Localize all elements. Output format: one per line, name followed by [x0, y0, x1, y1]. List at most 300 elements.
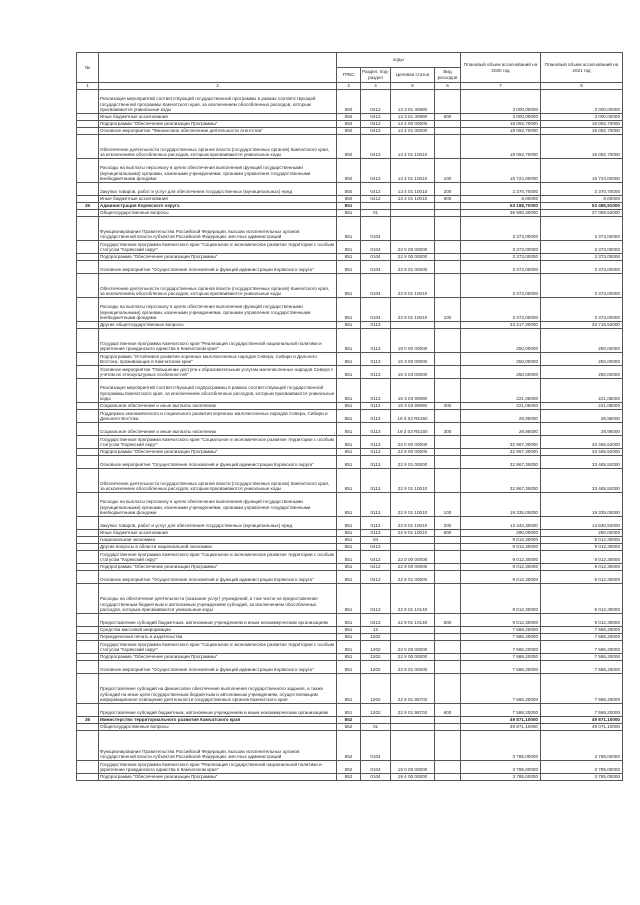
row-vid: 300	[435, 423, 461, 436]
table-row	[77, 674, 623, 704]
row-description: Подпрограмма "Обеспечение реализации Программы"	[99, 564, 337, 571]
row-target: 22 9 01 10140	[391, 614, 435, 627]
row-amount-2021: 3 785,00000	[541, 761, 623, 774]
row-grbs: 851	[337, 274, 361, 298]
table-row	[77, 614, 623, 627]
row-description: Другие общегосударственные вопросы	[99, 322, 337, 329]
row-target: 13 4 01 00000	[391, 128, 435, 135]
row-description: Обеспечение деятельности государственных органов власти (государственных органов) Камчатского края, за исключением обособленных расходов, которым присваиваются уникальные коды	[99, 469, 337, 493]
row-target: 22 0 00 00000	[391, 551, 435, 564]
table-row	[77, 329, 623, 353]
row-razdel: 0104	[361, 241, 391, 254]
row-amount-2021: 9 012,30000	[541, 537, 623, 544]
row-razdel: 0412	[361, 584, 391, 614]
row-razdel: 1202	[361, 654, 391, 661]
row-grbs: 851	[337, 403, 361, 410]
row-razdel: 0113	[361, 423, 391, 436]
row-vid	[435, 674, 461, 704]
row-grbs: 851	[337, 449, 361, 456]
row-number	[77, 403, 99, 410]
header-row	[77, 53, 623, 68]
row-amount-2021: 33 465,52000	[541, 469, 623, 493]
table-row	[77, 241, 623, 254]
row-grbs: 852	[337, 731, 361, 761]
row-target: 22 9 01 00000	[391, 456, 435, 469]
row-target: 22 9 00 00000	[391, 654, 435, 661]
row-target	[391, 203, 435, 210]
budget-table	[76, 52, 623, 781]
row-amount-2021: 3 373,00000	[541, 241, 623, 254]
row-grbs: 851	[337, 564, 361, 571]
row-amount-2020: 32 967,30000	[461, 436, 541, 449]
row-amount-2020: 19 335,00000	[461, 493, 541, 517]
row-amount-2021: 53 486,91000	[541, 203, 623, 210]
table-row	[77, 641, 623, 654]
row-vid	[435, 274, 461, 298]
row-target: 13 4 00 00000	[391, 121, 435, 128]
row-amount-2021: 3 373,00000	[541, 274, 623, 298]
row-target	[391, 544, 435, 551]
row-razdel: 0104	[361, 298, 391, 322]
row-description: Основное мероприятие "Финансовое обеспечение деятельности Агентства"	[99, 128, 337, 135]
row-amount-2020: 3 373,00000	[461, 261, 541, 274]
row-amount-2021: 33 465,52000	[541, 449, 623, 456]
table-row	[77, 210, 623, 217]
header-index: 4	[361, 83, 391, 90]
row-razdel: 0412	[361, 564, 391, 571]
row-amount-2020: 7 586,20000	[461, 704, 541, 717]
row-razdel: 12	[361, 627, 391, 634]
table-row	[77, 761, 623, 774]
row-amount-2020: 18 092,70000	[461, 121, 541, 128]
row-vid: 800	[435, 530, 461, 537]
row-amount-2021: 9 012,30000	[541, 544, 623, 551]
row-target	[391, 627, 435, 634]
row-amount-2021: 250,00000	[541, 329, 623, 353]
row-description: Государственная программа Камчатского края "Реализация государственной национальной политики и укрепление гражданского единства в Камчатском крае"	[99, 329, 337, 353]
row-target: 19 3 03 00000	[391, 366, 435, 379]
row-number	[77, 423, 99, 436]
table-body	[77, 90, 623, 781]
row-razdel: 0412	[361, 196, 391, 203]
row-number	[77, 329, 99, 353]
row-grbs: 852	[337, 761, 361, 774]
row-number	[77, 517, 99, 530]
row-amount-2020: 7 586,20000	[461, 654, 541, 661]
row-target: 22 0 00 00000	[391, 641, 435, 654]
row-vid	[435, 353, 461, 366]
row-description: Функционирование Правительства Российской Федерации, высших исполнительных органов государственной власти субъектов Российской Федерации, местных администраций	[99, 731, 337, 761]
header-no: №	[77, 53, 99, 83]
row-number	[77, 274, 99, 298]
row-number: 36	[77, 717, 99, 724]
row-target	[391, 717, 435, 724]
row-vid	[435, 661, 461, 674]
row-description: Функционирование Правительства Российской Федерации, высших исполнительных органов государственной власти субъектов Российской Федерации, местных администраций	[99, 217, 337, 241]
table-row	[77, 403, 623, 410]
row-description: Обеспечение деятельности государственных органов власти (государственных органов) Камчатского края, за исключением обособленных расходов, которым присваиваются уникальные коды	[99, 135, 337, 159]
row-amount-2021: 28,95000	[541, 423, 623, 436]
row-razdel: 0104	[361, 261, 391, 274]
row-description: Основное мероприятие "Осуществление полномочий и функций администрации Корякского округа"	[99, 261, 337, 274]
row-number	[77, 183, 99, 196]
table-row	[77, 634, 623, 641]
row-razdel: 0412	[361, 183, 391, 196]
row-vid	[435, 90, 461, 114]
header-plan-2020: Плановый объем ассигнований на 2020 год	[461, 53, 541, 83]
row-grbs: 851	[337, 627, 361, 634]
row-amount-2020: 250,00000	[461, 353, 541, 366]
row-number	[77, 90, 99, 114]
row-description: Средства массовой информации	[99, 627, 337, 634]
row-amount-2020: 3 373,00000	[461, 298, 541, 322]
row-amount-2021: 7 586,20000	[541, 634, 623, 641]
row-amount-2020: 8,00000	[461, 196, 541, 203]
row-razdel: 0113	[361, 436, 391, 449]
row-razdel: 0113	[361, 469, 391, 493]
row-amount-2021: 3 000,00000	[541, 114, 623, 121]
row-number: 35	[77, 203, 99, 210]
row-vid: 200	[435, 517, 461, 530]
row-amount-2021: 9 012,30000	[541, 614, 623, 627]
row-amount-2021: 7 586,20000	[541, 704, 623, 717]
header-codes: коды	[337, 53, 461, 68]
row-grbs: 851	[337, 634, 361, 641]
header-razdel: Раздел, под-раздел	[361, 68, 391, 83]
row-description: Подпрограмма "Обеспечение реализации Программы"	[99, 121, 337, 128]
row-vid	[435, 121, 461, 128]
row-number	[77, 544, 99, 551]
row-razdel: 0113	[361, 353, 391, 366]
row-vid: 800	[435, 196, 461, 203]
row-amount-2020: 9 012,30000	[461, 571, 541, 584]
table-row	[77, 90, 623, 114]
table-row	[77, 379, 623, 403]
row-description: Иные бюджетные ассигнования	[99, 114, 337, 121]
row-amount-2021: 221,05000	[541, 379, 623, 403]
row-target: 22 0 00 00000	[391, 436, 435, 449]
row-grbs: 851	[337, 584, 361, 614]
row-amount-2021: 33 715,52000	[541, 322, 623, 329]
row-amount-2021: 49 071,10000	[541, 724, 623, 731]
row-description: Расходы на выплаты персоналу в целях обеспечения выполнения функций государственными (муниципальными) органами, казенными учреждениями, органами управления государственными внебюджетными фондами	[99, 159, 337, 183]
row-description: Общегосударственные вопросы	[99, 210, 337, 217]
row-number	[77, 366, 99, 379]
row-amount-2020: 9 012,30000	[461, 544, 541, 551]
header-index: 1	[77, 83, 99, 90]
row-grbs: 851	[337, 210, 361, 217]
row-vid	[435, 410, 461, 423]
row-target: 22 0 00 00000	[391, 241, 435, 254]
row-amount-2020: 9 012,30000	[461, 564, 541, 571]
row-vid	[435, 449, 461, 456]
row-grbs: 851	[337, 493, 361, 517]
row-grbs: 850	[337, 90, 361, 114]
row-amount-2020: 221,05000	[461, 379, 541, 403]
row-description: Основное мероприятие "Осуществление полномочий и функций администрации Корякского округа"	[99, 456, 337, 469]
header-index: 2	[99, 83, 337, 90]
row-amount-2020: 18 092,70000	[461, 135, 541, 159]
row-grbs: 851	[337, 329, 361, 353]
row-number	[77, 634, 99, 641]
row-grbs: 851	[337, 217, 361, 241]
row-amount-2021: 7 586,20000	[541, 627, 623, 634]
row-number	[77, 196, 99, 203]
row-vid	[435, 203, 461, 210]
row-grbs: 851	[337, 537, 361, 544]
row-description: Общегосударственные вопросы	[99, 724, 337, 731]
row-amount-2020: 28,95000	[461, 423, 541, 436]
row-number	[77, 254, 99, 261]
row-amount-2021: 3 373,00000	[541, 261, 623, 274]
row-number	[77, 537, 99, 544]
table-row	[77, 121, 623, 128]
row-amount-2020: 36 590,30000	[461, 210, 541, 217]
row-amount-2020: 3 373,00000	[461, 274, 541, 298]
row-razdel: 0113	[361, 322, 391, 329]
row-grbs: 851	[337, 410, 361, 423]
row-amount-2021: 8,00000	[541, 196, 623, 203]
row-target: 22 9 01 00000	[391, 661, 435, 674]
row-description: Иные бюджетные ассигнования	[99, 530, 337, 537]
row-razdel: 0113	[361, 410, 391, 423]
row-amount-2020: 3 000,00000	[461, 90, 541, 114]
row-target: 22 9 01 10010	[391, 493, 435, 517]
row-target	[391, 634, 435, 641]
row-grbs: 851	[337, 654, 361, 661]
table-row	[77, 217, 623, 241]
row-razdel: 01	[361, 210, 391, 217]
row-amount-2020: 7 586,20000	[461, 641, 541, 654]
row-vid: 300	[435, 403, 461, 410]
row-amount-2021: 19 335,00000	[541, 493, 623, 517]
row-number	[77, 551, 99, 564]
table-row	[77, 469, 623, 493]
row-razdel: 0113	[361, 493, 391, 517]
row-amount-2020: 7 586,20000	[461, 627, 541, 634]
row-amount-2021: 3 000,00000	[541, 90, 623, 114]
row-grbs: 850	[337, 196, 361, 203]
row-number	[77, 614, 99, 627]
row-target: 22 9 01 10140	[391, 584, 435, 614]
row-amount-2020: 290,00000	[461, 530, 541, 537]
header-index-row	[77, 83, 623, 90]
row-vid	[435, 436, 461, 449]
row-razdel	[361, 203, 391, 210]
table-row	[77, 717, 623, 724]
row-number	[77, 114, 99, 121]
row-razdel: 0113	[361, 366, 391, 379]
row-amount-2020: 32 967,30000	[461, 456, 541, 469]
row-grbs: 850	[337, 121, 361, 128]
row-description: Расходы на обеспечение деятельности (оказание услуг) учреждений, в том числе на предоставление государственным бюджетным и автономным учреждениям субсидий, за исключением обособленных расходов, которым присваиваются уникальные коды	[99, 584, 337, 614]
table-row	[77, 159, 623, 183]
table-row	[77, 551, 623, 564]
row-description: Реализация мероприятий соответствующей государственной программы в рамках соответствующей государственной программы Камчатского края, за исключением обособленных расходов, которым присваиваются уникальные коды	[99, 90, 337, 114]
table-row	[77, 196, 623, 203]
row-description: Социальное обеспечение и иные выплаты населению	[99, 423, 337, 436]
row-vid	[435, 634, 461, 641]
table-row	[77, 704, 623, 717]
row-number	[77, 128, 99, 135]
row-vid	[435, 544, 461, 551]
table-row	[77, 135, 623, 159]
header-index: 7	[461, 83, 541, 90]
row-description: Предоставление субсидий бюджетным, автономным учреждениям и иным некоммерческим организациям	[99, 704, 337, 717]
row-vid	[435, 627, 461, 634]
row-grbs: 851	[337, 614, 361, 627]
row-description: Подпрограмма "Устойчивое развитие коренных малочисленных народов Севера, Сибири и Дальнего Востока, проживающих в Камчатском крае"	[99, 353, 337, 366]
row-razdel: 1202	[361, 704, 391, 717]
row-vid	[435, 537, 461, 544]
row-number	[77, 436, 99, 449]
row-grbs: 850	[337, 159, 361, 183]
row-amount-2021: 15 724,00000	[541, 159, 623, 183]
row-amount-2021: 3 785,00000	[541, 774, 623, 781]
table-row	[77, 774, 623, 781]
row-razdel: 0412	[361, 121, 391, 128]
row-razdel: 0104	[361, 761, 391, 774]
row-target: 19 3 03 R5150	[391, 423, 435, 436]
row-number	[77, 456, 99, 469]
row-number	[77, 241, 99, 254]
row-razdel: 0412	[361, 90, 391, 114]
row-razdel: 0104	[361, 274, 391, 298]
row-amount-2021: 3 373,00000	[541, 217, 623, 241]
row-grbs: 852	[337, 774, 361, 781]
row-vid	[435, 456, 461, 469]
row-amount-2021: 7 586,20000	[541, 654, 623, 661]
row-vid: 800	[435, 114, 461, 121]
row-vid	[435, 135, 461, 159]
row-amount-2021: 3 785,00000	[541, 731, 623, 761]
row-number	[77, 731, 99, 761]
row-amount-2021: 250,00000	[541, 366, 623, 379]
table-row	[77, 436, 623, 449]
row-amount-2020: 33 217,30000	[461, 322, 541, 329]
row-vid	[435, 329, 461, 353]
row-target: 22 9 01 00000	[391, 571, 435, 584]
row-description: Основное мероприятие "Повышение доступа к образовательным услугам малочисленных народов Севера с учетом их этнокультурных особенностей"	[99, 366, 337, 379]
row-grbs: 851	[337, 530, 361, 537]
row-amount-2021: 9 012,30000	[541, 564, 623, 571]
row-vid	[435, 210, 461, 217]
table-row	[77, 724, 623, 731]
row-target: 19 3 03 99990	[391, 379, 435, 403]
row-description: Закупка товаров, работ и услуг для обеспечения государственных (муниципальных) нужд	[99, 183, 337, 196]
row-vid: 600	[435, 704, 461, 717]
row-razdel: 0412	[361, 135, 391, 159]
row-vid: 100	[435, 493, 461, 517]
row-amount-2021: 250,00000	[541, 353, 623, 366]
row-description: Подпрограмма "Обеспечение реализации Программы"	[99, 254, 337, 261]
row-amount-2020: 3 373,00000	[461, 217, 541, 241]
header-target: Целевая статья	[391, 68, 435, 83]
row-amount-2020: 3 373,00000	[461, 241, 541, 254]
row-vid	[435, 641, 461, 654]
row-amount-2021: 7 586,20000	[541, 661, 623, 674]
row-target: 22 9 00 00000	[391, 449, 435, 456]
row-razdel: 0113	[361, 329, 391, 353]
row-razdel: 0412	[361, 571, 391, 584]
row-vid	[435, 571, 461, 584]
row-target: 19 4 00 00000	[391, 774, 435, 781]
row-description: Социальное обеспечение и иные выплаты населению	[99, 403, 337, 410]
row-grbs: 851	[337, 641, 361, 654]
row-target: 22 9 01 00000	[391, 261, 435, 274]
row-amount-2020: 15 724,00000	[461, 159, 541, 183]
row-target: 19 3 03 R5150	[391, 410, 435, 423]
row-description: Государственная программа Камчатского края "Социальное и экономическое развитие территории с особым статусом "Корякский округ"	[99, 641, 337, 654]
row-amount-2020: 9 012,30000	[461, 584, 541, 614]
row-razdel: 0104	[361, 774, 391, 781]
table-row	[77, 353, 623, 366]
row-amount-2020: 3 000,00000	[461, 114, 541, 121]
row-amount-2020: 49 871,10000	[461, 717, 541, 724]
row-amount-2021: 7 586,20000	[541, 641, 623, 654]
table-row	[77, 571, 623, 584]
row-target: 19 3 03 99990	[391, 403, 435, 410]
row-grbs: 851	[337, 436, 361, 449]
table-row	[77, 254, 623, 261]
row-amount-2021: 33 465,52000	[541, 436, 623, 449]
row-number	[77, 322, 99, 329]
table-row	[77, 517, 623, 530]
row-amount-2021: 290,00000	[541, 530, 623, 537]
row-description: Подпрограмма "Обеспечение реализации Программы"	[99, 449, 337, 456]
row-amount-2020: 7 586,20000	[461, 634, 541, 641]
row-vid	[435, 717, 461, 724]
row-description: Подпрограмма "Обеспечение реализации Программы"	[99, 654, 337, 661]
row-number	[77, 469, 99, 493]
row-vid	[435, 217, 461, 241]
row-target: 22 9 01 10010	[391, 274, 435, 298]
row-number	[77, 571, 99, 584]
row-grbs: 850	[337, 135, 361, 159]
row-grbs: 851	[337, 544, 361, 551]
row-razdel: 04	[361, 537, 391, 544]
row-number	[77, 353, 99, 366]
row-vid	[435, 379, 461, 403]
table-row	[77, 544, 623, 551]
row-vid	[435, 241, 461, 254]
row-grbs: 850	[337, 183, 361, 196]
row-target: 13 4 01 10010	[391, 159, 435, 183]
row-amount-2021: 2 370,70000	[541, 183, 623, 196]
row-number	[77, 627, 99, 634]
row-razdel: 1202	[361, 634, 391, 641]
row-grbs: 850	[337, 114, 361, 121]
row-description: Обеспечение деятельности государственных органов власти (государственных органов) Камчатского края, за исключением обособленных расходов, которым присваиваются уникальные коды	[99, 274, 337, 298]
header-index: 8	[541, 83, 623, 90]
row-grbs: 851	[337, 241, 361, 254]
row-number	[77, 217, 99, 241]
row-grbs: 851	[337, 661, 361, 674]
row-number	[77, 564, 99, 571]
row-target: 19 0 00 00000	[391, 761, 435, 774]
row-number	[77, 674, 99, 704]
row-amount-2021: 18 092,70000	[541, 135, 623, 159]
row-vid	[435, 654, 461, 661]
row-target: 19 0 00 00000	[391, 329, 435, 353]
row-description: Поддержка экономического и социального развития коренных малочисленных народов Севера, Сибири и Дальнего Востока	[99, 410, 337, 423]
row-description: Основное мероприятие "Осуществление полномочий и функций администрации Корякского округа"	[99, 571, 337, 584]
row-razdel: 0412	[361, 128, 391, 135]
row-vid	[435, 584, 461, 614]
row-target: 13 4 01 10010	[391, 196, 435, 203]
row-razdel: 0412	[361, 159, 391, 183]
row-razdel: 1202	[361, 641, 391, 654]
